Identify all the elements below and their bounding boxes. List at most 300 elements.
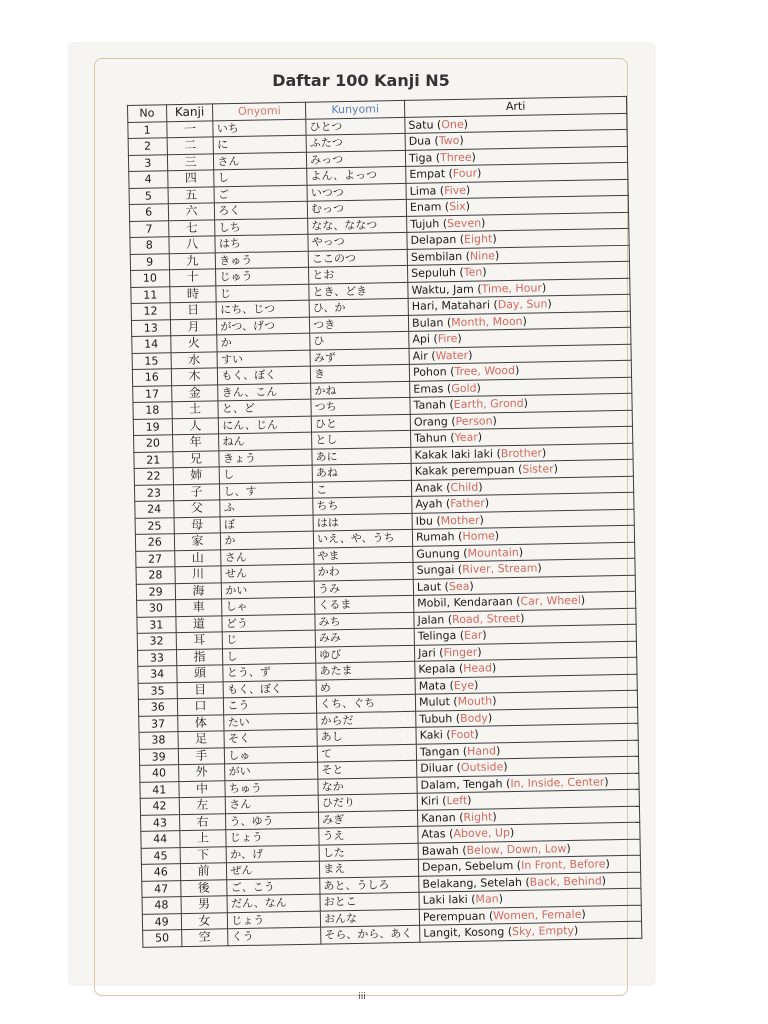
cell-onyomi: せん [221,564,314,582]
cell-no: 40 [140,765,179,782]
cell-no: 47 [142,880,181,897]
paren-open: ( [514,463,523,477]
paren-open: ( [456,233,465,247]
paren-close: ) [482,628,487,642]
arti-indonesian: Jari [418,646,436,660]
cell-kanji: 時 [169,285,216,302]
cell-onyomi: し、す [220,482,313,500]
arti-english: Two [438,134,460,148]
cell-onyomi: はち [215,234,308,252]
cell-no: 3 [128,154,167,171]
header-kunyomi: Kunyomi [306,100,405,118]
arti-english: Eight [463,232,493,247]
arti-english: Four [452,166,478,181]
arti-indonesian: Tujuh [410,217,440,231]
cell-no: 37 [139,715,178,732]
paren-open: ( [442,480,451,495]
paren-open: ( [459,546,468,560]
arti-indonesian: Ibu [415,514,434,528]
paren-close: ) [503,760,508,774]
cell-no: 16 [132,369,171,386]
paren-open: ( [444,612,453,627]
arti-indonesian: Ayah [415,497,443,512]
cell-onyomi: ねん [219,432,312,450]
arti-indonesian: Kepala [418,662,456,677]
arti-english: Home [462,529,495,544]
cell-no: 18 [133,402,172,419]
cell-onyomi: ご、こう [227,878,320,896]
arti-indonesian: Waktu, Jam [411,282,474,297]
cell-kanji: 指 [176,648,223,665]
cell-kunyomi: て [317,744,416,762]
arti-indonesian: Orang [413,414,448,429]
arti-indonesian: Hari, Matahari [411,298,491,314]
cell-kanji: 空 [181,929,228,946]
cell-onyomi: さん [226,795,319,813]
arti-indonesian: Mata [418,679,447,693]
paren-open: ( [455,810,464,824]
cell-onyomi: さん [214,152,307,170]
paren-open: ( [444,167,453,181]
cell-onyomi: もく、ぼく [218,366,311,384]
cell-kanji: 四 [167,170,214,187]
cell-no: 35 [138,682,177,699]
paren-open: ( [429,332,438,346]
paren-open: ( [521,875,530,889]
arti-english: Three [439,150,472,165]
paren-close: ) [477,645,482,659]
paren-close: ) [482,265,487,279]
cell-no: 34 [138,666,177,683]
cell-kunyomi: くるま [315,595,414,613]
cell-kunyomi: ひだり [318,793,417,811]
arti-indonesian: Tiga [408,151,433,165]
cell-onyomi: さん [221,548,314,566]
cell-no: 6 [129,204,168,221]
arti-indonesian: Mulut [418,695,450,709]
arti-indonesian: Enam [409,200,442,215]
header-kanji: Kanji [166,104,213,121]
cell-kunyomi: あに [312,447,411,465]
cell-no: 50 [143,930,182,947]
cell-no: 19 [133,418,172,435]
cell-no: 7 [130,220,169,237]
cell-kanji: 三 [167,153,214,170]
arti-english: Women, Female [493,907,582,923]
cell-kunyomi: ひ、か [309,298,408,316]
cell-kanji: 外 [178,764,225,781]
cell-no: 9 [130,253,169,270]
cell-onyomi: そく [224,729,317,747]
cell-kunyomi: ひと [311,414,410,432]
cell-kunyomi: みず [310,348,409,366]
paren-close: ) [465,183,471,197]
cell-onyomi: くう [228,927,321,945]
arti-indonesian: Jalan [417,613,445,627]
cell-kanji: 足 [178,731,225,748]
cell-kanji: 家 [174,533,221,550]
cell-kanji: 人 [172,417,219,434]
paren-open: ( [442,497,451,511]
arti-english: Gold [451,381,477,395]
cell-no: 24 [135,501,174,518]
paren-close: ) [494,529,500,543]
cell-kanji: 二 [167,137,214,154]
cell-kanji: 海 [175,582,222,599]
paren-close: ) [463,117,469,131]
cell-onyomi: たい [224,713,317,731]
cell-kunyomi: ふたつ [306,133,405,151]
paren-open: ( [512,595,521,609]
paren-open: ( [443,381,452,395]
paren-open: ( [473,282,482,296]
cell-onyomi: か [221,531,314,549]
arti-english: In Front, Before [520,857,606,873]
cell-kunyomi: みっつ [306,150,405,168]
cell-onyomi: しゅ [225,746,318,764]
cell-kunyomi: はは [313,513,412,531]
paren-open: ( [504,925,513,939]
arti-english: Body [459,711,489,725]
page-frame [94,58,628,996]
cell-no: 48 [142,897,181,914]
arti-indonesian: Empat [409,167,446,182]
arti-indonesian: Gunung [416,546,460,561]
arti-indonesian: Kakak laki laki [414,447,494,462]
cell-kunyomi: ひとつ [306,117,405,135]
paren-close: ) [547,297,552,311]
page-number: iii [358,992,366,1002]
cell-kunyomi: かわ [314,562,413,580]
cell-kunyomi: つき [310,315,409,333]
cell-kunyomi: とき、どき [309,282,408,300]
cell-no: 30 [137,600,176,617]
arti-indonesian: Sembilan [410,249,463,264]
arti-english: Tree, Wood [454,364,516,379]
paren-close: ) [467,794,472,808]
arti-indonesian: Diluar [420,761,454,775]
arti-english: Road, Street [451,611,521,626]
arti-english: Right [463,810,493,824]
arti-indonesian: Dalam, Tengah [420,776,503,792]
arti-english: Sister [522,462,554,477]
cell-kunyomi: みみ [315,628,414,646]
cell-onyomi: しゃ [222,597,315,615]
paren-open: ( [430,134,439,148]
cell-kanji: 八 [168,236,215,253]
paren-close: ) [471,150,476,164]
cell-kanji: 頭 [176,665,223,682]
cell-no: 20 [134,435,173,452]
cell-kanji: 体 [177,714,224,731]
cell-kunyomi: からだ [317,711,416,729]
arti-english: Earth, Grond [453,397,524,412]
paren-close: ) [605,857,610,871]
arti-english: Sky, Empty [511,924,575,939]
cell-kanji: 口 [177,698,224,715]
arti-indonesian: Belakang, Setelah [422,875,523,891]
cell-kanji: 後 [180,879,227,896]
paren-close: ) [459,134,464,148]
cell-no: 32 [137,633,176,650]
cell-no: 13 [131,319,170,336]
paren-open: ( [445,678,454,692]
arti-english: Seven [446,216,482,230]
arti-indonesian: Mobil, Kendaraan [417,595,513,611]
arti-english: Sea [448,579,470,593]
arti-indonesian: Pohon [412,365,447,380]
cell-onyomi: かい [222,581,315,599]
cell-kunyomi: やま [314,546,413,564]
cell-kunyomi: うみ [314,579,413,597]
cell-no: 44 [141,831,180,848]
arti-english: Hand [466,744,497,758]
kanji-table [127,96,642,948]
cell-kunyomi: みち [315,612,414,630]
cell-no: 22 [134,468,173,485]
arti-english: Day, Sun [497,297,548,312]
arti-indonesian: Telinga [417,629,457,644]
arti-indonesian: Tubuh [419,711,453,726]
arti-indonesian: Emas [413,381,444,396]
paren-open: ( [439,216,448,231]
paren-close: ) [491,661,497,675]
paren-open: ( [513,859,522,873]
arti-indonesian: Tanah [413,398,447,413]
paren-close: ) [541,446,547,460]
paren-open: ( [446,365,455,379]
cell-no: 12 [131,303,170,320]
arti-indonesian: Depan, Sebelum [421,859,514,874]
cell-onyomi: じょう [226,828,319,846]
cell-no: 14 [132,336,171,353]
cell-no: 2 [128,138,167,155]
paren-close: ) [477,430,483,444]
cell-kunyomi: いつつ [307,183,406,201]
arti-english: Fire [437,332,458,346]
cell-no: 11 [131,286,170,303]
paren-close: ) [580,593,586,608]
cell-kanji: 五 [168,186,215,203]
paren-open: ( [446,431,455,445]
cell-onyomi: じ [216,284,309,302]
arti-indonesian: Bulan [411,315,444,330]
paren-close: ) [468,348,473,362]
cell-kunyomi: おんな [320,909,419,927]
cell-onyomi: にち、じつ [217,300,310,318]
arti-english: In, Inside, Center [510,775,605,790]
cell-kanji: 山 [174,549,221,566]
arti-indonesian: Kaki [419,728,443,742]
arti-english: Ten [463,265,483,280]
arti-indonesian: Tahun [414,431,447,446]
arti-english: Mountain [467,545,519,560]
cell-kanji: 手 [178,747,225,764]
arti-indonesian: Api [412,332,431,347]
cell-onyomi: ふ [220,498,313,516]
paren-close: ) [522,314,528,328]
paren-open: ( [435,646,444,660]
cell-onyomi: がい [225,762,318,780]
cell-kunyomi: まえ [319,859,418,877]
arti-english: Water [435,348,469,363]
cell-no: 17 [133,385,172,402]
paren-open: ( [427,349,436,363]
arti-indonesian: Sepuluh [411,266,457,281]
arti-english: River, Stream [462,561,538,577]
cell-onyomi: か、げ [227,845,320,863]
paren-open: ( [440,579,450,594]
paren-open: ( [455,662,464,676]
cell-no: 15 [132,352,171,369]
header-onyomi: Onyomi [213,102,306,120]
cell-kanji: 一 [166,120,213,137]
cell-kunyomi: とし [312,430,411,448]
paren-close: ) [474,727,479,741]
paren-close: ) [509,826,515,840]
cell-kanji: 女 [181,912,228,929]
paren-close: ) [553,462,559,476]
arti-english: Month, Moon [451,314,523,329]
paren-open: ( [445,827,454,841]
arti-indonesian: Atas [421,827,446,841]
arti-english: Mother [440,513,480,528]
cell-kanji: 前 [180,863,227,880]
cell-no: 36 [138,699,177,716]
cell-kanji: 子 [173,483,220,500]
cell-no: 1 [128,121,167,138]
cell-kanji: 川 [174,566,221,583]
cell-kanji: 道 [175,615,222,632]
arti-english: Foot [450,727,475,742]
cell-no: 4 [129,171,168,188]
arti-english: Car, Wheel [520,594,581,609]
cell-kanji: 九 [169,252,216,269]
cell-onyomi: ろく [215,201,308,219]
paren-open: ( [489,298,498,312]
paren-open: ( [449,695,458,709]
cell-kunyomi: おとこ [320,892,419,910]
paren-close: ) [518,545,524,559]
cell-onyomi: し [223,647,316,665]
arti-indonesian: Bawah [421,843,459,858]
cell-onyomi: ちゅう [225,779,318,797]
arti-english: Left [446,794,468,808]
paren-close: ) [479,513,484,527]
cell-onyomi: に [214,135,307,153]
cell-no: 49 [142,913,181,930]
cell-no: 28 [136,567,175,584]
cell-kunyomi: あね [312,463,411,481]
cell-no: 31 [137,616,176,633]
cell-no: 27 [136,550,175,567]
cell-kunyomi: あし [317,727,416,745]
cell-kanji: 上 [179,830,226,847]
arti-english: Child [450,480,479,494]
cell-kunyomi: なか [318,777,417,795]
cell-kanji: 日 [170,302,217,319]
cell-kanji: 金 [171,384,218,401]
arti-indonesian: Laki laki [422,893,468,907]
paren-close: ) [494,248,500,263]
cell-arti [420,921,642,942]
paren-close: ) [523,396,529,411]
header-no: No [128,105,167,122]
cell-kanji: 土 [171,401,218,418]
cell-kunyomi: あと、うしろ [320,876,419,894]
paren-open: ( [456,629,465,643]
paren-close: ) [492,414,497,428]
arti-indonesian: Perempuan [422,909,486,924]
arti-indonesian: Rumah [415,530,455,545]
arti-indonesian: Satu [408,118,434,132]
paren-open: ( [432,151,441,165]
cell-kanji: 車 [175,599,222,616]
cell-no: 45 [141,847,180,864]
paren-open: ( [441,200,450,214]
paren-open: ( [454,530,463,544]
cell-kanji: 年 [172,434,219,451]
paren-open: ( [467,892,476,907]
arti-english: Eye [453,678,475,692]
arti-english: Back, Behind [529,874,602,889]
cell-onyomi: か [217,333,310,351]
cell-no: 38 [139,732,178,749]
cell-kanji: 母 [174,516,221,533]
table-body [128,113,642,947]
cell-onyomi: すい [217,350,310,368]
paren-close: ) [498,892,504,906]
arti-english: Below, Down, Low [466,841,567,857]
arti-english: Head [463,661,493,676]
paren-close: ) [573,924,579,938]
cell-onyomi: こう [224,696,317,714]
cell-kunyomi: とお [309,265,408,283]
paren-close: ) [601,874,607,888]
cell-onyomi: とう、ず [223,663,316,681]
paren-open: ( [454,563,463,577]
arti-english: Brother [500,446,543,460]
book-page [70,44,654,1002]
arti-indonesian: Anak [415,481,443,495]
arti-english: Man [475,892,499,906]
arti-indonesian: Dua [408,134,432,149]
paren-close: ) [473,678,479,692]
header-arti: Arti [405,96,627,117]
cell-kunyomi: ちち [313,496,412,514]
paren-close: ) [604,775,609,789]
cell-onyomi: と、ど [218,399,311,417]
paren-open: ( [455,266,464,280]
paren-close: ) [495,744,501,758]
paren-close: ) [514,364,520,378]
cell-onyomi: じゅう [216,267,309,285]
paren-open: ( [462,249,471,263]
cell-onyomi: もく、ぼく [223,680,316,698]
paren-open: ( [443,315,452,329]
cell-no: 29 [136,583,175,600]
cell-kanji: 中 [178,780,225,797]
arti-english: Father [450,496,485,511]
paren-open: ( [485,909,494,923]
cell-no: 39 [139,748,178,765]
cell-no: 23 [134,484,173,501]
paren-close: ) [487,711,493,725]
cell-no: 42 [140,798,179,815]
cell-onyomi: いち [213,119,306,137]
cell-kunyomi: そと [318,760,417,778]
arti-english: Mouth [457,694,493,709]
